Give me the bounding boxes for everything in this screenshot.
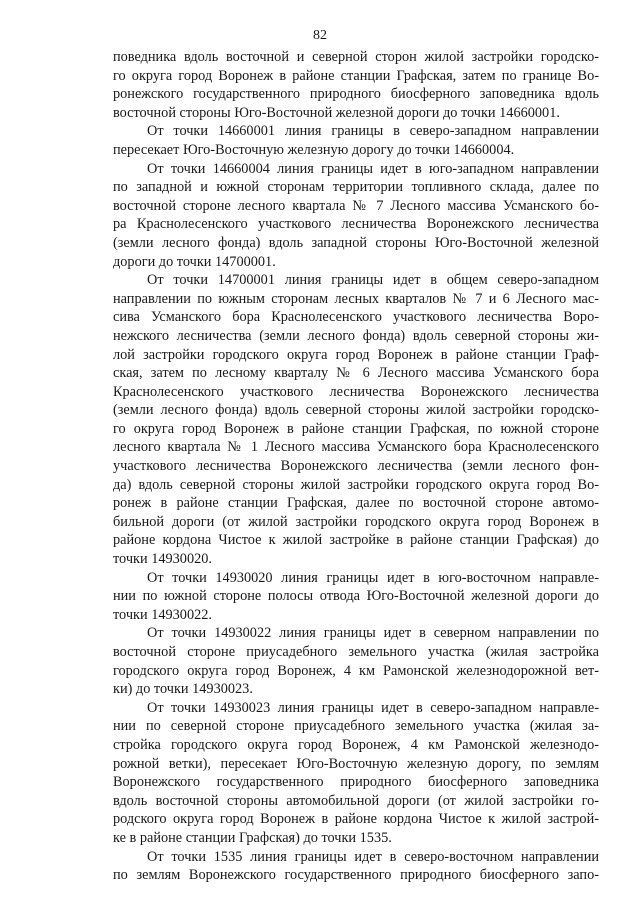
text-line: ра Краснолесенского участкового лесничества Воронежского лесничества [113, 216, 599, 233]
paragraph [113, 624, 599, 698]
page-number: 82 [313, 28, 327, 43]
text-line: пересекает Юго-Восточную железную дорогу до точки 14660004. [113, 141, 515, 158]
text-line: точки 14930020. [113, 551, 212, 568]
text-line: ронеж в районе станции Графская, далее по восточной стороне автомо- [113, 495, 599, 512]
document-body [113, 48, 599, 885]
text-line: точки 14930022. [113, 606, 212, 623]
text-line: (земли лесного фонда) вдоль западной стороны Юго-Восточной железной [113, 234, 599, 251]
text-line: рожной ветки), пересекает Юго-Восточную железную дорогу, по землям [113, 755, 599, 772]
text-line: дороги до точки 14700001. [113, 253, 276, 270]
text-line: От точки 14660001 линия границы в северо-западном направлении [147, 123, 599, 140]
text-line: (земли лесного фонда) вдоль северной стороны жилой застройки городско- [113, 402, 599, 419]
text-line: по землям Воронежского государственного природного биосферного запо- [113, 867, 599, 884]
text-line: восточной стороны Юго-Восточной железной дороги до точки 14660001. [113, 104, 560, 121]
text-line: ке в районе станции Графская) до точки 1535. [113, 829, 392, 846]
text-line: сива Усманского бора Краснолесенского участкового лесничества Воро- [113, 309, 599, 326]
text-line: направлении по южным сторонам лесных кварталов № 7 и 6 Лесного мас- [113, 290, 599, 307]
text-line: нии по южной стороне полосы отвода Юго-Восточной железной дороги до [113, 588, 599, 605]
paragraph [113, 699, 599, 848]
text-line: по западной и южной сторонам территории топливного склада, далее по [113, 179, 599, 196]
text-line: восточной стороне лесного квартала № 7 Лесного массива Усманского бо- [113, 197, 599, 214]
text-line: От точки 14660004 линия границы идет в юго-западном направлении [147, 160, 599, 177]
text-line: ронежского государственного природного биосферного заповедника вдоль [113, 86, 599, 103]
paragraph [113, 48, 599, 122]
text-line: нежского лесничества (земли лесного фонда) вдоль северной стороны жи- [113, 327, 599, 344]
text-line: ская, затем по лесному кварталу № 6 Лесного массива Усманского бора [113, 365, 599, 382]
text-line: вдоль восточной стороны автомобильной дороги (от жилой застройки го- [113, 792, 599, 809]
paragraph [113, 569, 599, 625]
text-line: От точки 1535 линия границы идет в северо-восточном направлении [147, 848, 599, 865]
paragraph [113, 160, 599, 272]
text-line: родского округа город Воронеж в районе кордона Чистое к жилой застрой- [113, 811, 599, 828]
text-line: го округа город Воронеж в районе станции Графская, по южной стороне [113, 420, 599, 437]
text-line: бильной дороги (от жилой застройки городского округа город Воронеж в [113, 513, 599, 530]
text-line: поведника вдоль восточной и северной сторон жилой застройки городско- [113, 49, 599, 65]
text-line: да) вдоль северной стороны жилой застройки городского округа город Во- [113, 476, 599, 493]
text-line: участкового лесничества Воронежского лесничества (земли лесного фон- [113, 458, 599, 475]
text-line: От точки 14930022 линия границы идет в северном направлении по [147, 625, 599, 642]
text-line: нии по северной стороне приусадебного земельного участка (жилая за- [113, 718, 599, 735]
text-line: стройка городского округа город Воронеж, 4 км Рамонской железнодо- [113, 736, 599, 753]
text-line: Краснолесенского участкового лесничества Воронежского лесничества [113, 383, 599, 400]
text-line: От точки 14930020 линия границы идет в юго-восточном направле- [147, 569, 599, 586]
text-line: го округа город Воронеж в районе станции Графская, затем по границе Во- [113, 67, 599, 84]
text-line: Воронежского государственного природного биосферного заповедника [113, 774, 599, 791]
text-line: От точки 14700001 линия границы идет в общем северо-западном [147, 272, 599, 289]
paragraph [113, 271, 599, 569]
paragraph [113, 122, 599, 159]
text-line: ки) до точки 14930023. [113, 681, 253, 698]
text-line: районе кордона Чистое к жилой застройке в районе станции Графская) до [113, 532, 599, 549]
text-line: городского округа город Воронеж, 4 км Рамонской железнодорожной вет- [113, 662, 599, 679]
text-line: восточной стороне приусадебного земельного участка (жилая застройка [113, 644, 599, 660]
text-line: лой застройки городского округа город Воронеж в районе станции Граф- [113, 346, 599, 363]
text-line: лесного квартала № 1 Лесного массива Усманского бора Краснолесенского [113, 439, 599, 456]
paragraph [113, 848, 599, 885]
text-line: От точки 14930023 линия границы идет в северо-западном направле- [147, 699, 599, 716]
